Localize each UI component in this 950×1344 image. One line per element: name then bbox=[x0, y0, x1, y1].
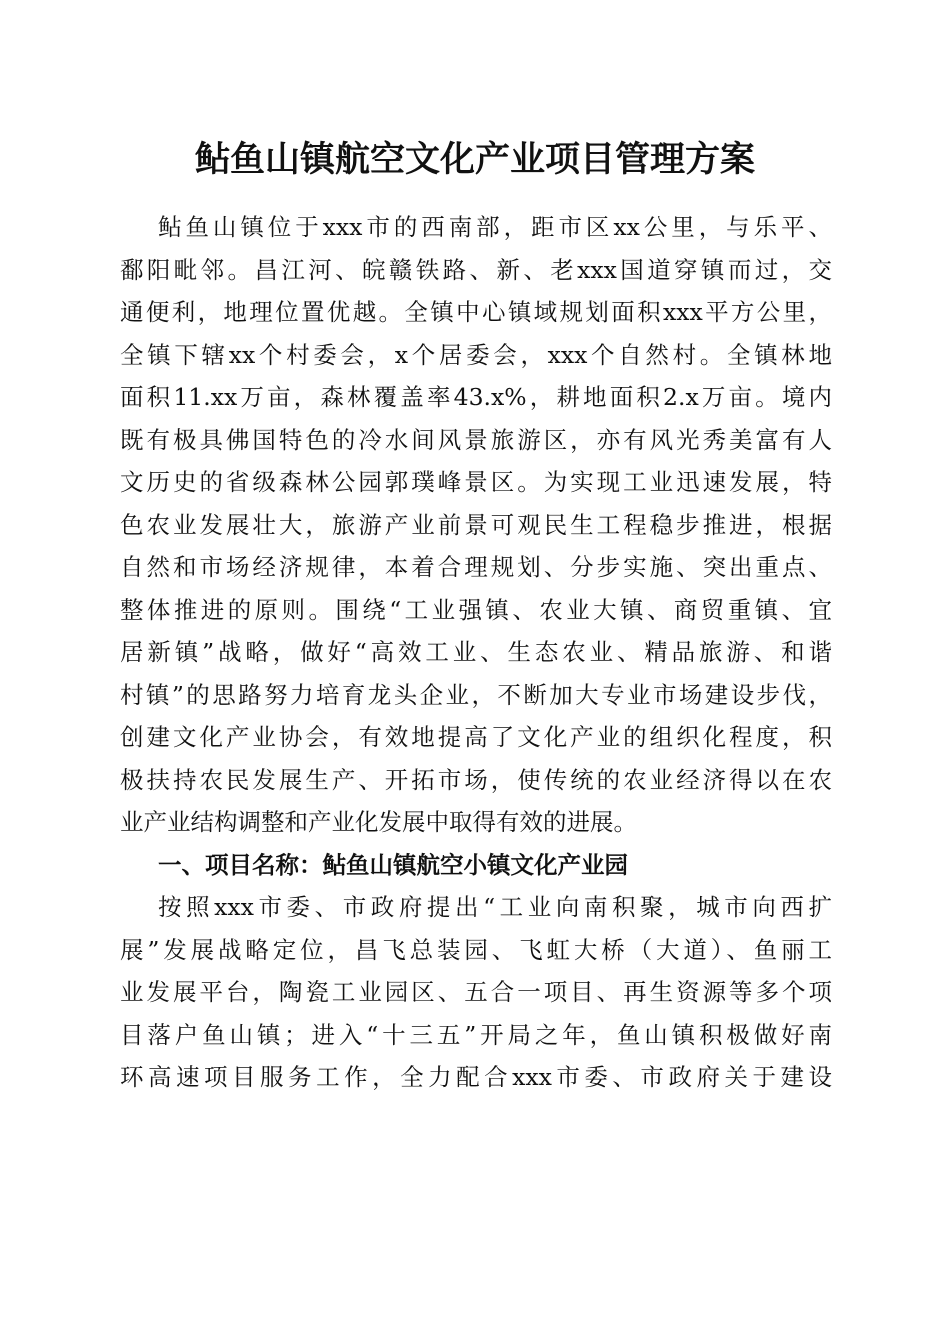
text-line: 极扶持农民发展生产、开拓市场，使传统的农业经济得以在农 bbox=[120, 765, 832, 794]
text-line: 按照xxx市委、市政府提出“工业向南积聚，城市向西扩 bbox=[158, 893, 832, 921]
text-line: 自然和市场经济规律，本着合理规划、分步实施、突出重点、 bbox=[120, 553, 832, 581]
text-line: 既有极具佛国特色的冷水间风景旅游区，亦有风光秀美富有人 bbox=[120, 425, 832, 454]
text-line: 村镇”的思路努力培育龙头企业，不断加大专业市场建设步伐， bbox=[120, 680, 832, 709]
text-line: 目落户鱼山镇；进入“十三五”开局之年，鱼山镇积极做好南 bbox=[120, 1020, 832, 1049]
text-line: 业发展平台，陶瓷工业园区、五合一项目、再生资源等多个项 bbox=[120, 978, 832, 1006]
text-line: 整体推进的原则。围绕“工业强镇、农业大镇、商贸重镇、宜 bbox=[120, 595, 832, 624]
text-line: 鄱阳毗邻。昌江河、皖赣铁路、新、老xxx国道穿镇而过，交 bbox=[120, 255, 832, 284]
text-line: 面积11.xx万亩，森林覆盖率43.x%，耕地面积2.x万亩。境内 bbox=[120, 383, 832, 411]
document-title: 鲇鱼山镇航空文化产业项目管理方案 bbox=[194, 139, 755, 180]
text-line: 环高速项目服务工作，全力配合xxx市委、市政府关于建设 bbox=[120, 1063, 832, 1091]
section-heading: 一、项目名称：鲇鱼山镇航空小镇文化产业园 bbox=[158, 850, 628, 879]
text-line: 业产业结构调整和产业化发展中取得有效的进展。 bbox=[120, 808, 637, 836]
text-line: 全镇下辖xx个村委会，x个居委会，xxx个自然村。全镇林地 bbox=[120, 340, 832, 369]
text-line: 鲇鱼山镇位于xxx市的西南部，距市区xx公里，与乐平、 bbox=[158, 213, 832, 241]
text-line: 居新镇”战略，做好“高效工业、生态农业、精品旅游、和谐 bbox=[120, 638, 832, 666]
text-line: 创建文化产业协会，有效地提高了文化产业的组织化程度，积 bbox=[120, 723, 832, 751]
text-line: 通便利，地理位置优越。全镇中心镇域规划面积xxx平方公里， bbox=[120, 298, 832, 326]
text-line: 文历史的省级森林公园郭璞峰景区。为实现工业迅速发展，特 bbox=[120, 468, 832, 496]
paragraph-intro bbox=[120, 206, 832, 1099]
text-line: 色农业发展壮大，旅游产业前景可观民生工程稳步推进，根据 bbox=[120, 510, 832, 539]
text-line: 展”发展战略定位，昌飞总装园、飞虹大桥（大道）、鱼丽工 bbox=[120, 935, 832, 964]
